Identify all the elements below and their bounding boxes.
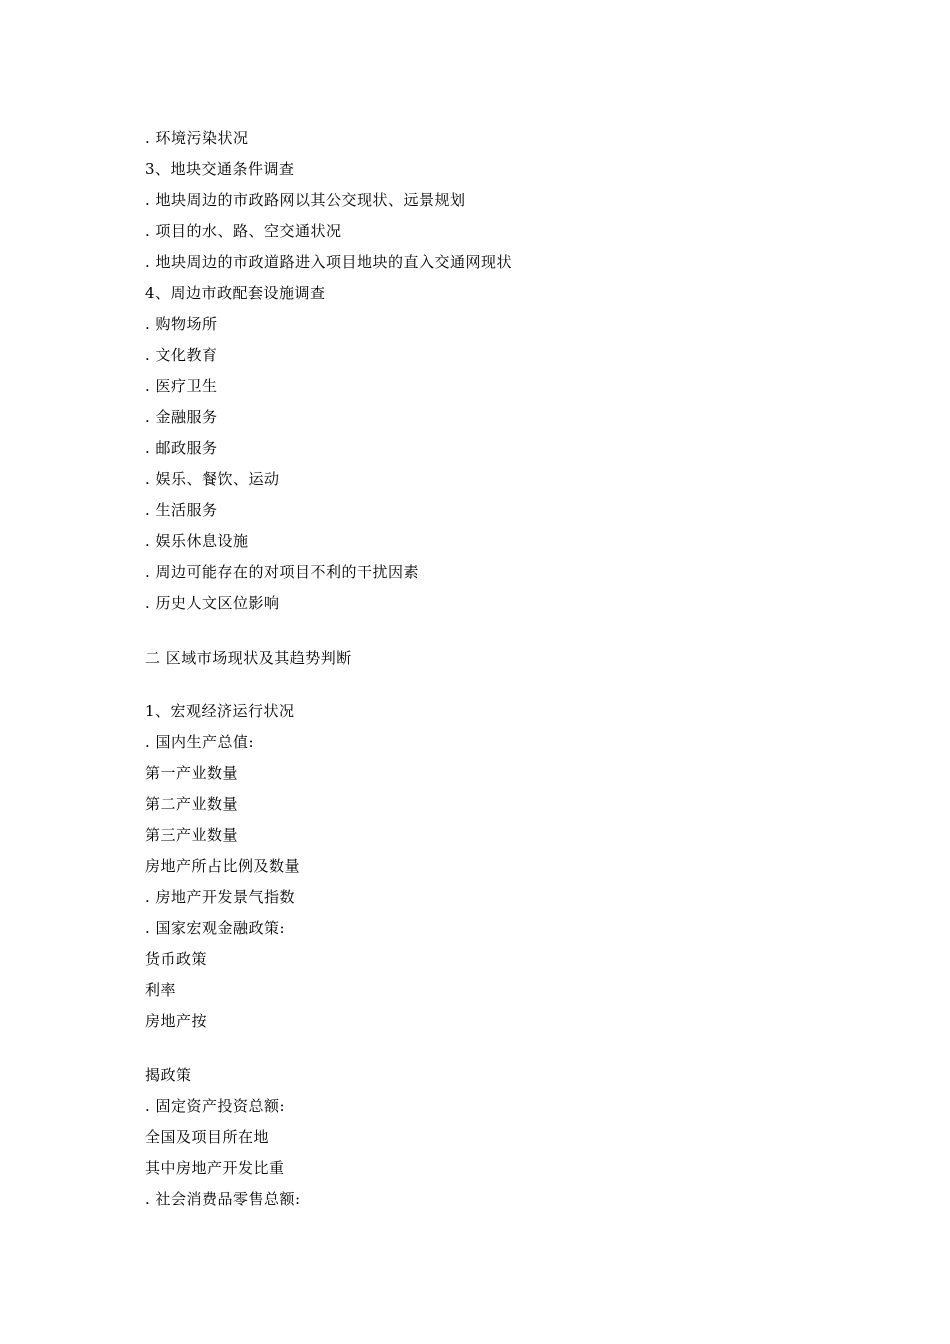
- text-line: 第一产业数量: [145, 764, 239, 782]
- text-line: . 国家宏观金融政策:: [145, 919, 286, 937]
- text-line: . 周边可能存在的对项目不利的干扰因素: [145, 563, 420, 581]
- text-line: . 生活服务: [145, 501, 218, 519]
- text-line: 房地产按: [145, 1012, 208, 1030]
- text-line: . 医疗卫生: [145, 377, 218, 395]
- section-heading: 1、宏观经济运行状况: [145, 702, 295, 720]
- text-line: . 邮政服务: [145, 439, 218, 457]
- text-line: 全国及项目所在地: [145, 1128, 270, 1146]
- chapter-heading: 二 区域市场现状及其趋势判断: [145, 649, 352, 667]
- text-line: 房地产所占比例及数量: [145, 857, 301, 875]
- section-heading: 4、周边市政配套设施调查: [145, 284, 326, 302]
- text-line: 利率: [145, 981, 177, 999]
- text-line: . 金融服务: [145, 408, 218, 426]
- text-line: 第二产业数量: [145, 795, 239, 813]
- text-line: . 历史人文区位影响: [145, 594, 280, 612]
- text-line: . 社会消费品零售总额:: [145, 1190, 301, 1208]
- text-line: . 娱乐、餐饮、运动: [145, 470, 280, 488]
- text-line: 揭政策: [145, 1066, 192, 1084]
- section-heading: 3、地块交通条件调查: [145, 160, 295, 178]
- text-line: 其中房地产开发比重: [145, 1159, 285, 1177]
- text-line: 货币政策: [145, 950, 208, 968]
- text-line: . 固定资产投资总额:: [145, 1097, 286, 1115]
- text-line: . 房地产开发景气指数: [145, 888, 296, 906]
- text-line: . 娱乐休息设施: [145, 532, 249, 550]
- text-line: . 购物场所: [145, 315, 218, 333]
- text-line: . 环境污染状况: [145, 129, 249, 147]
- text-line: . 国内生产总值:: [145, 733, 255, 751]
- text-line: . 文化教育: [145, 346, 218, 364]
- text-line: 第三产业数量: [145, 826, 239, 844]
- text-line: . 地块周边的市政路网以其公交现状、远景规划: [145, 191, 466, 209]
- text-line: . 地块周边的市政道路进入项目地块的直入交通网现状: [145, 253, 513, 271]
- text-line: . 项目的水、路、空交通状况: [145, 222, 342, 240]
